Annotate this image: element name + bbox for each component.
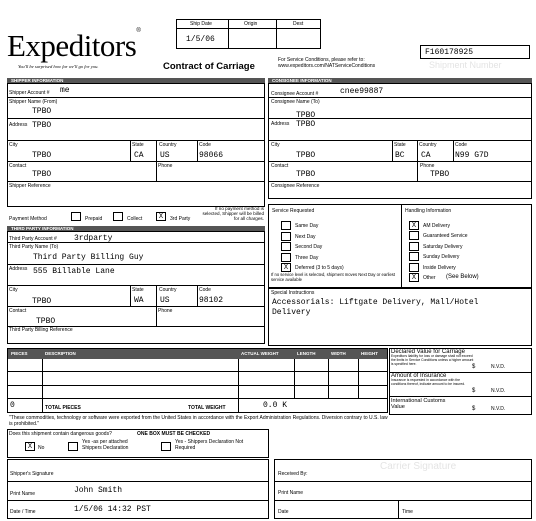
document-title: Contract of Carriage (163, 61, 255, 72)
export-statement: "These commodities, technology or software were exported from the United States in accordance with the Export Administration Regulations. Diversion contrary to U.S. law is prohibited." (9, 415, 388, 427)
carrier-date-label: Date (278, 509, 289, 515)
shipper-signature-label: Shipper's Signature (10, 471, 54, 477)
shipper-state-label: State (132, 142, 144, 148)
col-length: LENGTH (294, 349, 328, 359)
handling-option-5: Other (423, 275, 436, 281)
third-party-checkbox[interactable]: X (156, 212, 166, 221)
third-party-name-label: Third Party Name (To) (9, 244, 59, 250)
insurance-title: Amount of Insurance (391, 373, 447, 379)
handling-info-label: Handling Information (405, 208, 452, 214)
handling-option-3: Sunday Delivery (423, 254, 460, 261)
consignee-account-label: Consignee Account # (271, 91, 319, 97)
consignee-city[interactable]: TPBO (296, 151, 316, 160)
handling-option-2: Saturday Delivery (423, 243, 463, 250)
col-width: WIDTH (328, 349, 358, 359)
date-time-label: Date / Time (10, 509, 36, 515)
consignee-phone[interactable]: TPBO (430, 170, 450, 179)
third-party-country[interactable]: US (160, 296, 170, 305)
service-conditions-note: For Service Conditions, please refer to: (278, 57, 365, 63)
dest-label: Dest (293, 21, 304, 27)
ship-date-value[interactable]: 1/5/06 (186, 35, 215, 44)
handling-checkbox-5[interactable]: X (409, 273, 419, 282)
handling-checkbox-0[interactable]: X (409, 221, 419, 230)
shipper-code-label: Code (199, 142, 211, 148)
registered-icon: ® (136, 28, 141, 34)
logo-tagline: You'll be surprised how far we'll go for you. (18, 64, 99, 69)
handling-other-note: (See Below) (446, 274, 479, 280)
logo-text: Expeditors (7, 28, 137, 63)
consignee-address-label: Address (271, 121, 290, 127)
dg-yes-attached-label: Yes -as per attached Shippers Declaration (82, 439, 129, 451)
service-checkbox-4[interactable]: X (281, 263, 291, 272)
service-conditions-url[interactable]: www.expeditors.com/NATServiceConditions (278, 63, 376, 69)
shipper-name[interactable]: TPBO (32, 107, 52, 116)
special-instructions-box (268, 288, 532, 346)
carrier-print-name-label: Print Name (278, 490, 304, 496)
total-weight-label: TOTAL WEIGHT (188, 405, 226, 411)
prepaid-label: Prepaid (85, 216, 103, 222)
third-party-phone-label: Phone (158, 308, 173, 314)
service-option-0: Same Day (295, 223, 319, 229)
handling-checkbox-3[interactable] (409, 252, 419, 261)
shipper-city-label: City (9, 142, 18, 148)
handling-option-1: Guaranteed Service (423, 233, 468, 240)
shipper-contact-label: Contact (9, 163, 27, 169)
third-party-reference-label: Third Party Billing Reference (9, 327, 73, 333)
expeditors-logo (7, 28, 141, 64)
shipper-reference-label: Shipper Reference (9, 183, 51, 189)
prepaid-checkbox[interactable] (71, 212, 81, 221)
third-party-state[interactable]: WA (134, 296, 144, 305)
special-instructions-label: Special Instructions (271, 290, 315, 296)
service-option-4: Deferred (3 to 5 days) (295, 265, 344, 272)
consignee-name-label: Consignee Name (To) (271, 99, 320, 105)
dangerous-goods-instruction: ONE BOX MUST BE CHECKED (137, 431, 211, 437)
payment-note: If no payment method is selected, Shipper will be billed for all charges. (202, 206, 264, 221)
third-party-account[interactable]: 3rdparty (74, 234, 113, 243)
handling-checkbox-4[interactable] (409, 263, 419, 272)
carrier-signature-ghost: Carrier Signature (380, 461, 457, 472)
shipper-city[interactable]: TPBO (32, 151, 52, 160)
third-party-address-label: Address (9, 266, 28, 272)
shipper-account-label: Shipper Account # (9, 90, 50, 96)
service-checkbox-2[interactable] (281, 242, 291, 251)
consignee-code[interactable]: N99 G7D (455, 151, 489, 160)
consignee-country[interactable]: CA (421, 151, 431, 160)
dg-no-checkbox[interactable]: X (25, 442, 35, 451)
dg-yes-attached-checkbox[interactable] (68, 442, 78, 451)
shipper-contact[interactable]: TPBO (32, 170, 52, 179)
customs-currency: $ (472, 406, 476, 412)
handling-checkbox-2[interactable] (409, 242, 419, 251)
declared-value-title: Declared Value for Carriage (391, 349, 465, 355)
origin-label: Origin (244, 21, 258, 27)
shipper-account[interactable]: me (60, 86, 70, 95)
insurance-currency: $ (472, 388, 476, 394)
special-instructions-line1[interactable]: Accessorials: Liftgate Delivery, Mall/Hotel (272, 298, 479, 307)
third-party-address[interactable]: 555 Billable Lane (33, 267, 115, 276)
shipper-name-label: Shipper Name (From) (9, 99, 58, 105)
third-party-contact[interactable]: TPBO (36, 317, 56, 326)
customs-title: International Customs Value (391, 398, 446, 410)
col-description: DESCRIPTION (42, 349, 238, 359)
service-checkbox-3[interactable] (281, 253, 291, 262)
service-note: If no service level is selected, shipment moves Next Day or earliest service available (271, 272, 396, 282)
date-time-value[interactable]: 1/5/06 14:32 PST (74, 505, 151, 514)
consignee-contact[interactable]: TPBO (296, 170, 316, 179)
consignee-phone-label: Phone (420, 163, 435, 169)
consignee-country-label: Country (419, 142, 437, 148)
dg-yes-not-required-checkbox[interactable] (161, 442, 171, 451)
col-actual-weight: ACTUAL WEIGHT (238, 349, 294, 359)
declared-nvd[interactable]: N.V.D. (491, 364, 506, 370)
consignee-name[interactable]: TPBO (296, 111, 316, 120)
dg-no-label: No (38, 445, 45, 451)
declared-value-note: Expeditors liability for loss or damage shall not exceed the limits in Service Conditions unless a higher amount is specified here. (391, 354, 474, 366)
third-party-name[interactable]: Third Party Billing Guy (33, 253, 144, 262)
print-name-value[interactable]: John Smith (74, 486, 123, 495)
third-party-code[interactable]: 98102 (199, 296, 224, 305)
collect-label: Collect (127, 216, 143, 222)
carrier-time-label: Time (402, 509, 413, 515)
consignee-contact-label: Contact (271, 163, 289, 169)
shipper-country[interactable]: US (160, 151, 170, 160)
ghost-shipment-number: Shipment Number (429, 60, 502, 70)
service-requested-label: Service Requested (272, 208, 315, 214)
service-checkbox-0[interactable] (281, 221, 291, 230)
shipper-address-label: Address (9, 122, 28, 128)
shipper-state[interactable]: CA (134, 151, 144, 160)
handling-option-4: Inside Delivery (423, 264, 456, 271)
insurance-nvd[interactable]: N.V.D. (491, 388, 506, 394)
insurance-note: Insurance is requested in accordance with the conditions thereof, indicate amount to be insured. (391, 378, 466, 386)
total-pieces-label: TOTAL PIECES (45, 405, 81, 411)
special-instructions-line2[interactable]: Delivery (272, 308, 311, 317)
service-option-1: Next Day (295, 233, 316, 240)
consignee-account[interactable]: cnee99887 (340, 87, 384, 96)
consignee-city-label: City (271, 142, 280, 148)
third-party-city-label: City (9, 287, 18, 293)
third-party-country-label: Country (159, 287, 177, 293)
consignee-state-label: State (394, 142, 406, 148)
third-party-section-bar: THIRD PARTY INFORMATION (7, 226, 265, 231)
handling-option-0: AM Delivery (423, 223, 450, 229)
third-party-code-label: Code (199, 287, 211, 293)
third-party-account-label: Third Party Account # (9, 236, 57, 242)
shipper-address[interactable]: TPBO (32, 121, 52, 130)
col-pieces: PIECES (8, 349, 42, 359)
third-party-contact-label: Contact (9, 308, 27, 314)
payment-method-label: Payment Method (9, 216, 47, 222)
received-by-label: Received By: (278, 471, 308, 477)
service-option-2: Second Day (295, 244, 323, 251)
shipper-code[interactable]: 98066 (199, 151, 224, 160)
collect-checkbox[interactable] (113, 212, 123, 221)
consignee-section-bar: CONSIGNEE INFORMATION (268, 78, 532, 83)
third-party-state-label: State (132, 287, 144, 293)
customs-nvd[interactable]: N.V.D. (491, 406, 506, 412)
third-party-label: 3rd Party (170, 216, 191, 222)
pieces-value[interactable]: 0 (10, 401, 15, 410)
shipper-phone-label: Phone (158, 163, 173, 169)
handling-checkbox-1[interactable] (409, 231, 419, 240)
dg-yes-not-required-label: Yes - Shippers Declaration Not Required (175, 439, 244, 451)
consignee-reference-label: Consignee Reference (271, 183, 320, 189)
service-checkbox-1[interactable] (281, 232, 291, 241)
consignee-code-label: Code (455, 142, 467, 148)
consignee-state[interactable]: BC (395, 151, 405, 160)
ship-date-label: Ship Date (190, 21, 212, 27)
dangerous-goods-question: Does this shipment contain dangerous goods? (9, 431, 112, 437)
print-name-label: Print Name (10, 491, 36, 497)
third-party-city[interactable]: TPBO (32, 297, 52, 306)
declared-currency: $ (472, 364, 476, 370)
shipper-country-label: Country (159, 142, 177, 148)
consignee-address[interactable]: TPBO (296, 120, 316, 129)
col-height: HEIGHT (358, 349, 387, 359)
tracking-number: F160178925 (425, 48, 474, 57)
shipper-section-bar: SHIPPER INFORMATION (7, 78, 265, 83)
service-option-3: Three Day (295, 254, 319, 261)
total-weight-value[interactable]: 0.0 K (263, 401, 288, 410)
